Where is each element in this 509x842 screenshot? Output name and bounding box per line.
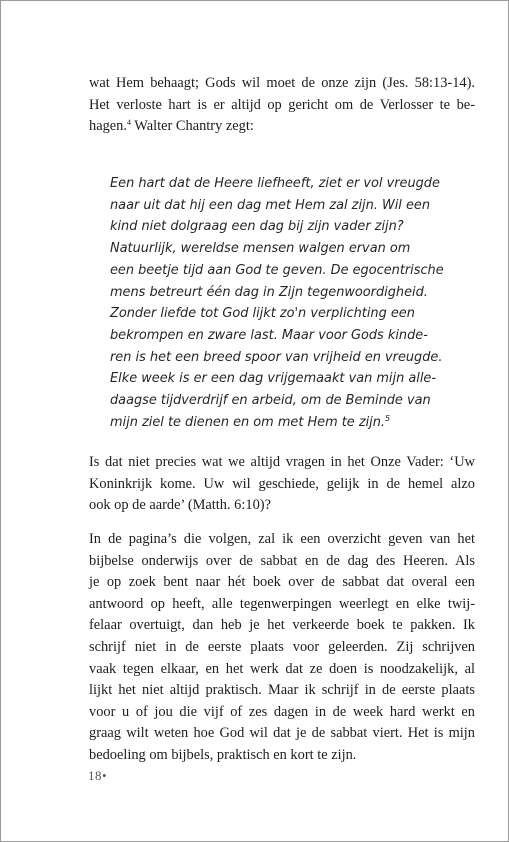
text-line: felaar overtuigt, dan heb je het verkeerde boek te pakken. Ik [89, 617, 475, 634]
text-line: je op zoek bent naar hét boek over de sabbat dat overal een [89, 574, 475, 591]
quote-line: daagse tijdverdrijf en arbeid, om de Beminde van [110, 393, 431, 409]
intro-paragraph [89, 73, 475, 138]
page-number: 18• [88, 768, 108, 783]
text-line: vaak tegen elkaar, en het werk dat ze doen is noodzakelijk, al [89, 660, 475, 677]
text-line: bijbelse onderwijs over de sabbat en de dag des Heeren. Als [89, 552, 475, 569]
text-line: lijkt het niet altijd praktisch. Maar ik schrijf in de eerste plaats [89, 682, 475, 699]
footnote-marker: 5 [385, 413, 391, 423]
text-line: In de pagina’s die volgen, zal ik een overzicht geven van het [89, 531, 475, 547]
quote-line: Natuurlijk, wereldse mensen walgen ervan om [110, 241, 411, 257]
quote-line: kind niet dolgraag een dag bij zijn vader zijn? [110, 219, 404, 235]
text-line: Is dat niet precies wat we altijd vragen in het Onze Vader: ‘Uw [89, 454, 475, 470]
quote-line: naar uit dat hij een dag met Hem zal zijn. Wil een [110, 197, 431, 213]
text-line [89, 116, 475, 138]
question-paragraph [89, 452, 475, 517]
quote-line [110, 412, 454, 434]
closing-paragraph [89, 529, 475, 767]
text-line: wat Hem behaagt; Gods wil moet de onze zijn (Jes. 58:13-14). [89, 75, 475, 91]
text-line: Het verloste hart is er altijd op gericht om de Verlosser te be- [89, 96, 475, 113]
quote-line: bekrompen en zware last. Maar voor Gods kinde- [110, 327, 428, 343]
text-line: graag wilt weten hoe God wil dat je de sabbat viert. Het is mijn [89, 725, 475, 742]
text-line: bedoeling om bijbels, praktisch en kort te zijn. [89, 746, 357, 763]
text-line: schrijf niet in de eerste plaats voor geleerden. Zij schrijven [89, 638, 475, 655]
quote-line: een beetje tijd aan God te geven. De egocentrische [110, 262, 444, 278]
quote-line: mens betreurt één dag in Zijn tegenwoordigheid. [110, 284, 428, 300]
text-fragment: hagen. [89, 118, 127, 135]
quote-line: Elke week is er een dag vrijgemaakt van mijn alle- [110, 371, 437, 387]
text-line: ook op de aarde’ (Matth. 6:10)? [89, 497, 271, 514]
quote-line: Een hart dat de Heere liefheeft, ziet er vol vreugde [110, 176, 440, 191]
text-line: antwoord op heeft, alle tegenwerpingen weerlegt en elke twij- [89, 595, 475, 612]
text-line: Koninkrijk kome. Uw wil geschiede, gelijk in de hemel alzo [89, 475, 475, 492]
block-quote [110, 173, 454, 433]
text-line: voor u of jou die vijf of zes dagen in de week hard werkt en [89, 703, 475, 720]
footnote-marker: 4 [126, 118, 131, 128]
text-fragment: Walter Chantry zegt: [130, 118, 254, 135]
text-fragment: mijn ziel te dienen en om met Hem te zijn. [110, 414, 386, 430]
quote-line: ren is het een breed spoor van vrijheid en vreugde. [110, 349, 443, 365]
quote-line: Zonder liefde tot God lijkt zo'n verplichting een [110, 306, 415, 322]
